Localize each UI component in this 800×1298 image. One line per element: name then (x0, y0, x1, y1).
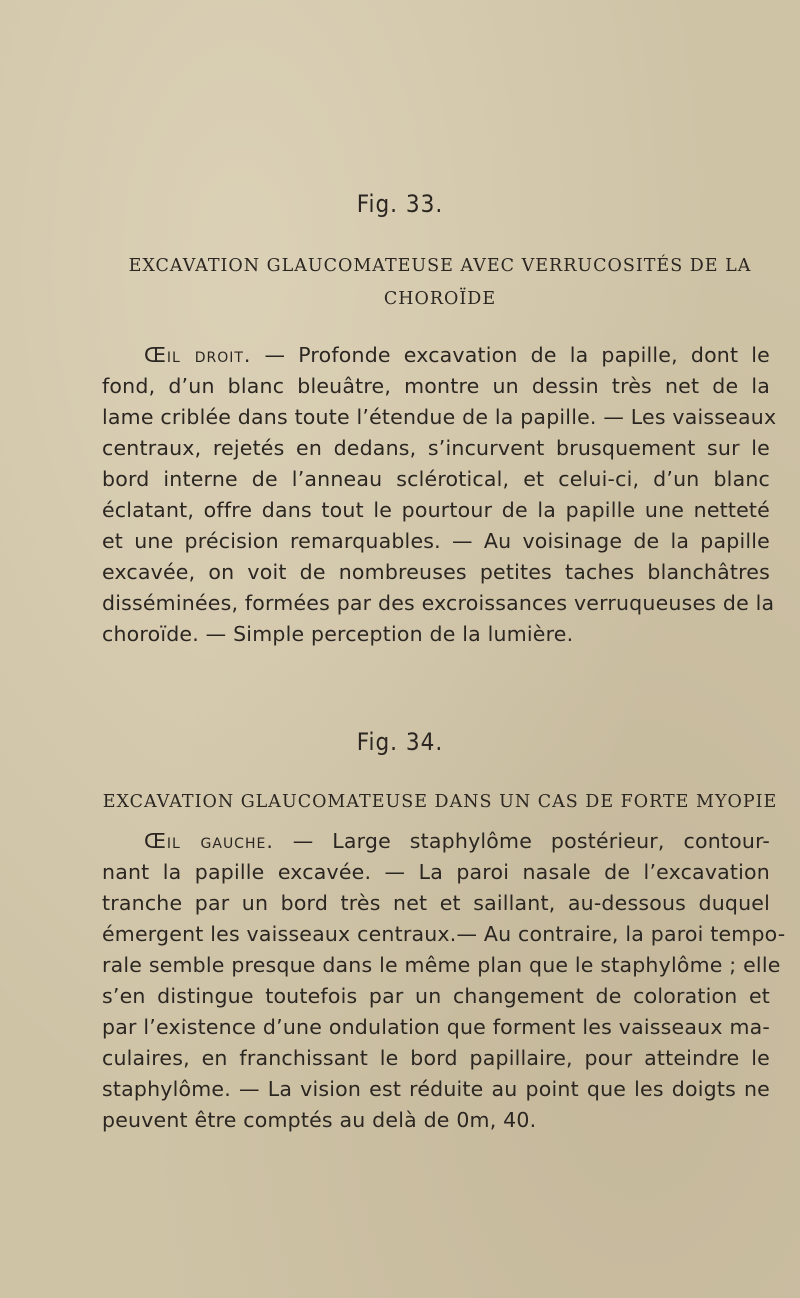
fig-33-caption-line-2: CHOROÏDE (383, 289, 497, 309)
fig-34-line-9: staphylôme. — La vision est réduite au point que les doigts ne (102, 1077, 770, 1101)
fig-33-caption-line-1: EXCAVATION GLAUCOMATEUSE AVEC VERRUCOSITÉS DE LA (128, 256, 752, 276)
fig-34-line-3: tranche par un bord très net et saillant, au-dessous duquel (102, 891, 770, 915)
fig-33-line-10: choroïde. — Simple perception de la lumière. (102, 622, 574, 646)
fig-34-line-7: par l’existence d’une ondulation que forment les vaisseaux ma- (102, 1015, 770, 1039)
fig-34-line-10: peuvent être comptés au delà de 0m, 40. (102, 1108, 537, 1132)
fig-33-line-4: centraux, rejetés en dedans, s’incurvent brusquement sur le (102, 436, 770, 460)
fig-33-lead: Œil droit. (144, 343, 252, 367)
fig-34-line-2: nant la papille excavée. — La paroi nasale de l’excavation (102, 860, 770, 884)
fig-34-line-8: culaires, en franchissant le bord papillaire, pour atteindre le (102, 1046, 770, 1070)
fig-33-line-5: bord interne de l’anneau sclérotical, et celui-ci, d’un blanc (102, 467, 770, 491)
fig-34-description (102, 826, 786, 1136)
fig-34-caption: EXCAVATION GLAUCOMATEUSE DANS UN CAS DE FORTE MYOPIE (102, 792, 778, 812)
fig-33-line-9: disséminées, formées par des excroissances verruqueuses de la (102, 591, 775, 615)
fig-33-line-7: et une précision remarquables. — Au voisinage de la papille (102, 529, 770, 553)
fig-33-line-3: lame criblée dans toute l’étendue de la papille. — Les vaisseaux (102, 405, 777, 429)
fig-34-line-5: rale semble presque dans le même plan que le staphylôme ; elle (102, 953, 781, 977)
fig-33-line-8: excavée, on voit de nombreuses petites taches blanchâtres (102, 560, 770, 584)
fig-34-lead: Œil gauche. (144, 829, 274, 853)
fig-33-description (102, 340, 777, 650)
fig-34-number: Fig. 34. (356, 728, 444, 756)
fig-34-line-6: s’en distingue toutefois par un changement de coloration et (102, 984, 770, 1008)
fig-33-line-2: fond, d’un blanc bleuâtre, montre un dessin très net de la (102, 374, 770, 398)
fig-33-caption (110, 250, 770, 316)
fig-33-line-6: éclatant, offre dans tout le pourtour de la papille une netteté (102, 498, 770, 522)
fig-34-line-4: émergent les vaisseaux centraux.— Au contraire, la paroi tempo- (102, 922, 786, 946)
fig-34-line-1: Œil gauche. — Large staphylôme postérieur, contour- (144, 829, 770, 853)
fig-33-line-1: Œil droit. — Profonde excavation de la papille, dont le (144, 343, 770, 367)
fig-33-number: Fig. 33. (356, 190, 444, 218)
